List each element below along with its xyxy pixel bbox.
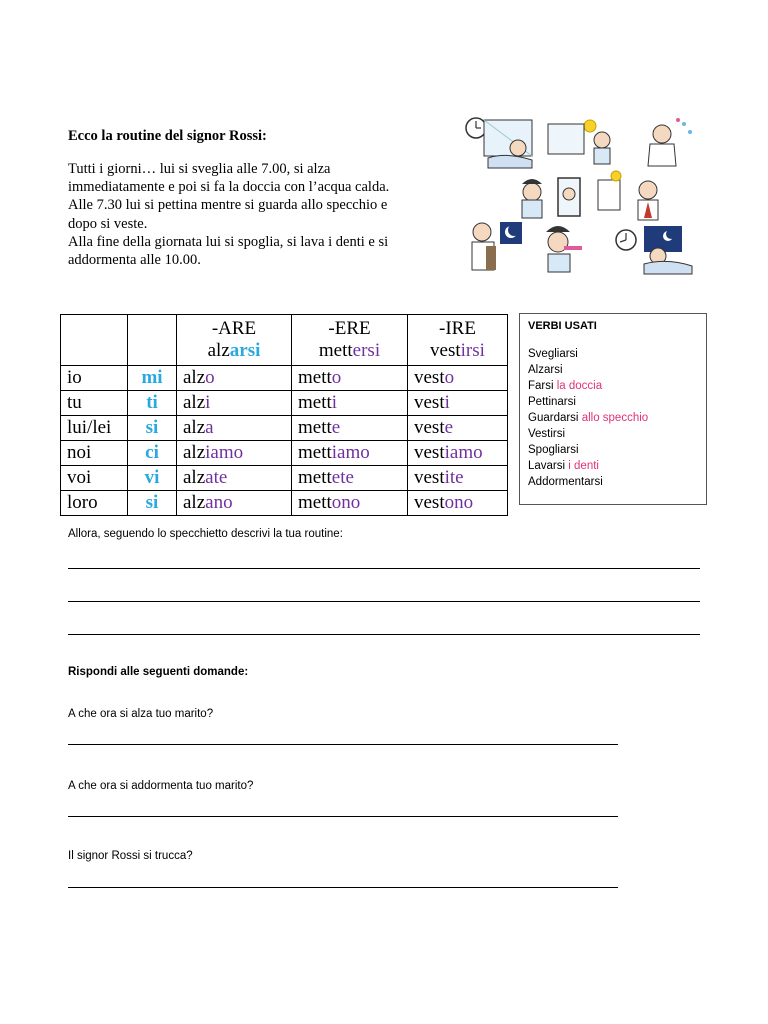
empty-header-cell	[61, 315, 128, 366]
are-form: alza	[177, 416, 292, 441]
ere-form: mettiamo	[292, 441, 408, 466]
question-3: Il signor Rossi si trucca?	[68, 850, 193, 862]
sleeping-man-icon	[644, 226, 692, 274]
intro-line: dopo si veste.	[68, 215, 148, 232]
subject-cell: noi	[61, 441, 128, 466]
ere-form: mette	[292, 416, 408, 441]
list-item: Lavarsi i denti	[528, 460, 599, 472]
ere-form: mettete	[292, 466, 408, 491]
reflexive-pronoun: si	[128, 416, 177, 441]
header-ire	[408, 315, 508, 366]
suffix-label: -IRE	[439, 318, 476, 339]
answer-line[interactable]	[68, 568, 700, 569]
ire-form: vestite	[408, 466, 508, 491]
reflexive-pronoun: ci	[128, 441, 177, 466]
question-1: A che ora si alza tuo marito?	[68, 708, 214, 720]
ere-form: metto	[292, 366, 408, 391]
waking-man-icon	[484, 120, 532, 168]
moon-icon	[500, 222, 522, 244]
reflexive-pronoun: vi	[128, 466, 177, 491]
are-form: alzano	[177, 491, 292, 516]
answer-line[interactable]	[68, 887, 618, 888]
list-item: Guardarsi allo specchio	[528, 412, 649, 424]
suffix-label: -ERE	[328, 318, 371, 339]
conjugation-table	[60, 314, 508, 516]
answer-line[interactable]	[68, 634, 700, 635]
table-row	[61, 466, 508, 491]
table-header-row	[61, 315, 508, 366]
window-icon	[598, 171, 621, 210]
ire-form: vesti	[408, 391, 508, 416]
ire-form: vesto	[408, 366, 508, 391]
questions-title: Rispondi alle seguenti domande:	[68, 666, 249, 678]
intro-line: immediatamente e poi si fa la doccia con l’acqua calda.	[68, 179, 390, 196]
subject-cell: lui/lei	[61, 416, 128, 441]
routine-instruction: Allora, seguendo lo specchietto descrivi la tua routine:	[68, 528, 343, 540]
infinitive-ending: arsi	[229, 340, 261, 361]
are-form: alzo	[177, 366, 292, 391]
verbs-used-title: VERBI USATI	[528, 320, 597, 332]
list-item: Alzarsi	[528, 364, 563, 376]
ere-form: metti	[292, 391, 408, 416]
answer-line[interactable]	[68, 816, 618, 817]
empty-header-cell	[128, 315, 177, 366]
clock-icon	[616, 230, 636, 250]
reflexive-pronoun: si	[128, 491, 177, 516]
mirror-icon	[558, 178, 580, 216]
list-item: Svegliarsi	[528, 348, 578, 360]
question-2: A che ora si addormenta tuo marito?	[68, 780, 254, 792]
undressing-man-icon	[472, 223, 496, 270]
routine-illustration	[462, 114, 700, 276]
are-form: alzi	[177, 391, 292, 416]
list-item: Pettinarsi	[528, 396, 576, 408]
table-row	[61, 416, 508, 441]
suffix-label: -ARE	[211, 318, 257, 339]
header-ere	[292, 315, 408, 366]
ere-form: mettono	[292, 491, 408, 516]
subject-cell: voi	[61, 466, 128, 491]
infinitive-ending: ersi	[352, 340, 381, 361]
are-form: alzate	[177, 466, 292, 491]
infinitive-ending: irsi	[460, 340, 485, 361]
ire-form: vestiamo	[408, 441, 508, 466]
list-item: Addormentarsi	[528, 476, 603, 488]
intro-title: Ecco la routine del signor Rossi:	[68, 128, 267, 144]
intro-paragraph	[68, 160, 448, 269]
list-item: Spogliarsi	[528, 444, 579, 456]
ire-form: vestono	[408, 491, 508, 516]
verb-stem: vest	[430, 340, 461, 361]
table-row	[61, 441, 508, 466]
answer-line[interactable]	[68, 601, 700, 602]
are-form: alziamo	[177, 441, 292, 466]
answer-line[interactable]	[68, 744, 618, 745]
clock-icon	[466, 118, 486, 138]
verb-stem: mett	[318, 340, 353, 361]
dressing-man-icon	[638, 181, 658, 220]
list-item: Vestirsi	[528, 428, 566, 440]
shower-man-icon	[648, 118, 692, 166]
subject-cell: loro	[61, 491, 128, 516]
intro-line: addormenta alle 10.00.	[68, 252, 201, 269]
table-row	[61, 391, 508, 416]
table-row	[61, 366, 508, 391]
header-are	[177, 315, 292, 366]
verb-stem: alz	[207, 340, 230, 361]
ire-form: veste	[408, 416, 508, 441]
verbs-used-box	[519, 313, 707, 505]
intro-line: Alle 7.30 lui si pettina mentre si guarda allo specchio e	[68, 197, 388, 214]
verbs-used-list	[528, 346, 706, 490]
conjugation-body	[61, 366, 508, 516]
intro-line: Alla fine della giornata lui si spoglia, si lava i denti e si	[68, 233, 389, 250]
reflexive-pronoun: mi	[128, 366, 177, 391]
sun-icon	[584, 120, 596, 132]
subject-cell: io	[61, 366, 128, 391]
subject-cell: tu	[61, 391, 128, 416]
combing-man-icon	[522, 179, 542, 218]
intro-line: Tutti i giorni… lui si sveglia alle 7.00, si alza	[68, 161, 331, 177]
list-item: Farsi la doccia	[528, 380, 603, 392]
stretching-man-icon	[548, 124, 610, 164]
table-row	[61, 491, 508, 516]
brushing-teeth-icon	[546, 226, 582, 272]
reflexive-pronoun: ti	[128, 391, 177, 416]
